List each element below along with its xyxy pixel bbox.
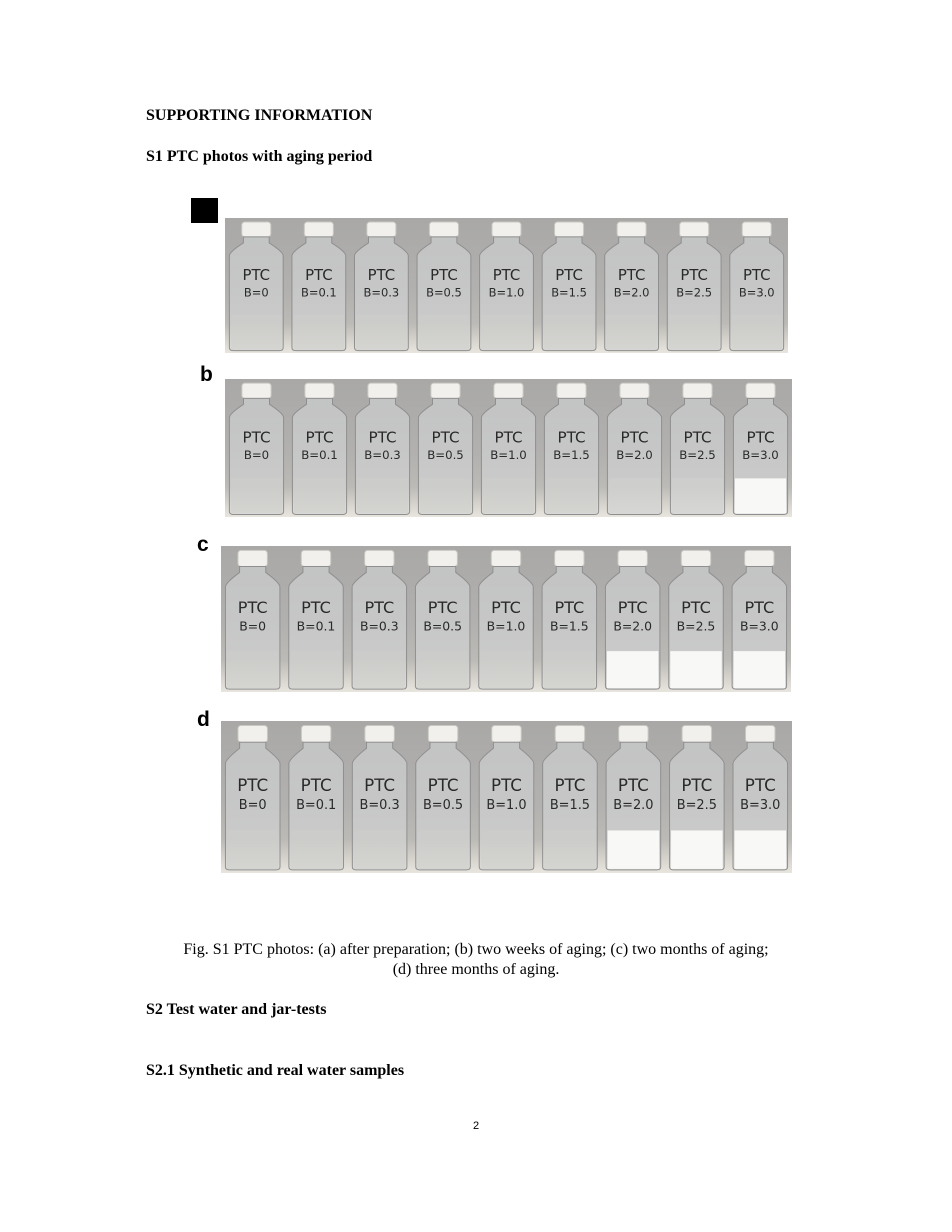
bottle-cap <box>242 222 271 237</box>
bottle-b-label: B=2.5 <box>676 285 713 300</box>
bottle-liquid <box>671 830 723 868</box>
bottle-b-label: B=1.5 <box>550 618 589 634</box>
bottle-liquid <box>419 315 470 349</box>
bottle-b-label: B=0.1 <box>296 798 337 814</box>
bottle-b-label: B=0 <box>238 798 267 814</box>
bottle-b-label: B=3.0 <box>738 285 775 300</box>
bottle <box>542 550 596 689</box>
bottle <box>289 726 344 870</box>
bottle-cap <box>681 550 710 566</box>
bottle <box>418 383 472 514</box>
bottle-ptc-text: PTC <box>680 266 708 285</box>
bottle-ptc-text: PTC <box>555 266 583 285</box>
bottle <box>229 222 283 351</box>
bottle <box>355 383 409 514</box>
bottle-liquid <box>354 830 406 868</box>
bottle <box>544 383 598 514</box>
bottle-ptc-text: PTC <box>431 428 460 447</box>
bottle-ptc-text: PTC <box>305 428 334 447</box>
bottle-cap <box>683 383 712 398</box>
bottle-liquid <box>607 651 658 688</box>
bottle-b-label: B=0.5 <box>426 285 462 300</box>
bottle-b-label: B=1.0 <box>488 285 525 300</box>
bottle-b-label: B=0.1 <box>301 448 338 463</box>
section-s1-heading: S1 PTC photos with aging period <box>146 148 373 165</box>
bottle <box>417 222 471 351</box>
bottle-liquid <box>231 478 282 513</box>
bottle-b-label: B=0.1 <box>296 618 336 634</box>
bottle <box>667 222 721 351</box>
bottle-liquid <box>669 315 720 349</box>
bottle-cap <box>618 550 647 566</box>
bottle-ptc-text: PTC <box>427 774 459 795</box>
bottle-ptc-text: PTC <box>744 774 776 795</box>
bottle-cap <box>304 222 333 237</box>
bottle <box>606 726 661 870</box>
bottle-cap <box>301 726 330 743</box>
bottle <box>480 222 534 351</box>
page-number: 2 <box>472 1120 480 1132</box>
bottle-row-1 <box>225 218 788 353</box>
bottle <box>229 383 283 514</box>
bottle <box>607 383 661 514</box>
bottle-ptc-text: PTC <box>617 598 648 618</box>
bottle-liquid <box>231 315 282 349</box>
bottle-ptc-text: PTC <box>557 428 586 447</box>
bottle <box>415 550 469 689</box>
bottle-cap <box>491 550 520 566</box>
supporting-information-heading: SUPPORTING INFORMATION <box>146 107 373 124</box>
bottle-liquid <box>735 478 786 513</box>
bottle-cap <box>746 726 775 743</box>
bottle-row-2 <box>225 379 792 517</box>
bottle-ptc-text: PTC <box>744 598 775 618</box>
bottle-ptc-text: PTC <box>681 774 713 795</box>
bottle-cap <box>742 222 771 237</box>
bottle <box>292 222 346 351</box>
bottle-b-label: B=0.1 <box>300 285 337 300</box>
bottle-liquid <box>483 478 534 513</box>
bottle-row-4 <box>221 721 792 873</box>
bottle-liquid <box>670 651 721 688</box>
bottle-b-label: B=1.0 <box>486 618 526 634</box>
bottle <box>669 550 723 689</box>
bottle <box>416 726 471 870</box>
bottle-cap <box>492 726 521 743</box>
bottle-cap <box>242 383 271 398</box>
bottle-b-label: B=0.3 <box>363 285 400 300</box>
bottle-b-label: B=1.5 <box>553 448 590 463</box>
bottle-ptc-text: PTC <box>492 266 521 285</box>
bottle-b-label: B=0 <box>243 285 269 300</box>
bottle-ptc-text: PTC <box>746 428 775 447</box>
bottle-b-label: B=3.0 <box>740 618 779 634</box>
bottle-cap <box>557 383 586 398</box>
panel-label-c: c <box>197 533 209 556</box>
bottle-row-3 <box>221 546 791 692</box>
bottle-liquid <box>417 651 468 688</box>
bottle-ptc-text: PTC <box>554 598 585 618</box>
bottle-cap <box>428 550 457 566</box>
bottle-liquid <box>734 830 786 868</box>
bottle-ptc-text: PTC <box>430 266 458 285</box>
bottle-b-label: B=2.5 <box>676 618 716 634</box>
bottle-b-label: B=2.5 <box>676 798 717 814</box>
bottle-ptc-text: PTC <box>367 266 396 285</box>
bottle-cap <box>620 383 649 398</box>
bottle-liquid <box>480 651 531 688</box>
bottle-cap <box>555 222 584 237</box>
bottle-liquid <box>544 651 595 688</box>
bottle-liquid <box>294 478 345 513</box>
bottle-b-label: B=2.0 <box>613 618 652 634</box>
bottle-liquid <box>354 651 405 688</box>
bottle-b-label: B=0.3 <box>359 798 400 814</box>
bottle-b-label: B=2.0 <box>613 285 650 300</box>
caption-line-1: Fig. S1 PTC photos: (a) after preparation; (b) two weeks of aging; (c) two months of aging; <box>183 941 769 958</box>
bottle-cap <box>368 383 397 398</box>
bottle-b-label: B=0.5 <box>423 618 462 634</box>
bottle-cap <box>494 383 523 398</box>
bottle-ptc-text: PTC <box>617 266 646 285</box>
bottle-liquid <box>290 651 341 688</box>
bottle <box>289 550 343 689</box>
bottle-b-label: B=1.5 <box>549 798 591 814</box>
bottle <box>670 383 724 514</box>
bottle-cap <box>619 726 648 743</box>
bottle-ptc-text: PTC <box>742 266 771 285</box>
bottle <box>605 550 659 689</box>
bottle-cap <box>682 726 711 743</box>
bottle-ptc-text: PTC <box>364 774 396 795</box>
bottle-cap <box>238 550 267 566</box>
bottle-liquid <box>544 315 595 349</box>
bottle-ptc-text: PTC <box>305 266 333 285</box>
bottle-ptc-text: PTC <box>364 598 395 618</box>
bottle-b-label: B=3.0 <box>740 798 781 814</box>
bottle-ptc-text: PTC <box>301 598 331 618</box>
bottle-b-label: B=0.3 <box>360 618 399 634</box>
bottle-cap <box>746 383 775 398</box>
photo-panel-b <box>225 379 792 517</box>
bottle-ptc-text: PTC <box>617 774 649 795</box>
bottle-cap <box>745 550 774 566</box>
photo-panel-a <box>225 218 788 353</box>
bottle-cap <box>365 726 394 743</box>
bottle-ptc-text: PTC <box>491 598 521 618</box>
bottle-b-label: B=2.5 <box>679 448 716 463</box>
bottle-cap <box>428 726 457 743</box>
bottle-cap <box>431 383 460 398</box>
bottle-cap <box>238 726 267 743</box>
photo-panel-c <box>221 546 791 692</box>
bottle <box>292 383 346 514</box>
bottle-ptc-text: PTC <box>368 428 397 447</box>
bottle-b-label: B=3.0 <box>742 448 779 463</box>
bottle <box>481 383 535 514</box>
bottle-liquid <box>731 315 782 349</box>
bottle-b-label: B=0.5 <box>427 448 464 463</box>
bottle-liquid <box>293 315 344 349</box>
panel-label-d: d <box>197 708 210 731</box>
panel-label-b: b <box>200 363 213 386</box>
bottle-b-label: B=1.0 <box>490 448 527 463</box>
bottle <box>730 222 784 351</box>
bottle-cap <box>680 222 709 237</box>
bottle-liquid <box>356 315 407 349</box>
bottle-cap <box>367 222 396 237</box>
bottle-ptc-text: PTC <box>494 428 523 447</box>
bottle-ptc-text: PTC <box>242 428 271 447</box>
bottle-liquid <box>420 478 471 513</box>
bottle <box>225 550 279 689</box>
bottle-b-label: B=1.0 <box>486 798 527 814</box>
bottle <box>605 222 659 351</box>
bottle <box>354 222 408 351</box>
bottle-liquid <box>546 478 597 513</box>
bottle <box>733 383 787 514</box>
bottle-b-label: B=2.0 <box>613 798 654 814</box>
bottle <box>732 550 786 689</box>
bottle <box>542 222 596 351</box>
bottle-cap <box>305 383 334 398</box>
bottle-b-label: B=0.3 <box>364 448 401 463</box>
section-s2-heading: S2 Test water and jar-tests <box>146 1001 327 1018</box>
bottle-liquid <box>290 830 342 868</box>
bottle <box>543 726 598 870</box>
bottle-liquid <box>544 830 596 868</box>
bottle-b-label: B=0 <box>239 618 267 634</box>
panel-a-label-box <box>191 198 218 223</box>
bottle-ptc-text: PTC <box>237 598 268 618</box>
bottle-cap <box>617 222 646 237</box>
bottle-b-label: B=1.5 <box>551 285 587 300</box>
bottle-liquid <box>734 651 785 688</box>
bottle-ptc-text: PTC <box>427 598 458 618</box>
bottle-b-label: B=2.0 <box>616 448 653 463</box>
bottle-cap <box>365 550 394 566</box>
section-s21-heading: S2.1 Synthetic and real water samples <box>146 1062 405 1079</box>
bottle <box>352 550 406 689</box>
bottle <box>479 550 533 689</box>
bottle <box>479 726 534 870</box>
photo-panel-d <box>221 721 792 873</box>
bottle-liquid <box>227 651 278 688</box>
caption-line-2: (d) three months of aging. <box>392 961 560 978</box>
bottle-liquid <box>481 830 533 868</box>
bottle-liquid <box>481 315 532 349</box>
bottle-cap <box>492 222 521 237</box>
bottle <box>733 726 788 870</box>
bottle-liquid <box>608 830 660 868</box>
bottle-ptc-text: PTC <box>683 428 712 447</box>
bottle-cap <box>301 550 330 566</box>
bottle-ptc-text: PTC <box>620 428 649 447</box>
bottle-ptc-text: PTC <box>300 774 332 795</box>
bottle-cap <box>555 550 584 566</box>
bottle-liquid <box>606 315 657 349</box>
bottle-liquid <box>609 478 660 513</box>
bottle-ptc-text: PTC <box>242 266 271 285</box>
figure-caption <box>146 940 806 980</box>
bottle-liquid <box>227 830 279 868</box>
bottle-ptc-text: PTC <box>554 774 586 795</box>
bottle-liquid <box>357 478 408 513</box>
bottle-ptc-text: PTC <box>237 774 269 795</box>
bottle-ptc-text: PTC <box>491 774 522 795</box>
bottle-liquid <box>417 830 469 868</box>
bottle <box>352 726 407 870</box>
bottle <box>670 726 725 870</box>
bottle-liquid <box>672 478 723 513</box>
bottle-b-label: B=0.5 <box>422 798 464 814</box>
bottle-ptc-text: PTC <box>681 598 711 618</box>
bottle-b-label: B=0 <box>243 448 270 463</box>
bottle-cap <box>555 726 584 743</box>
bottle <box>225 726 280 870</box>
bottle-cap <box>429 222 458 237</box>
